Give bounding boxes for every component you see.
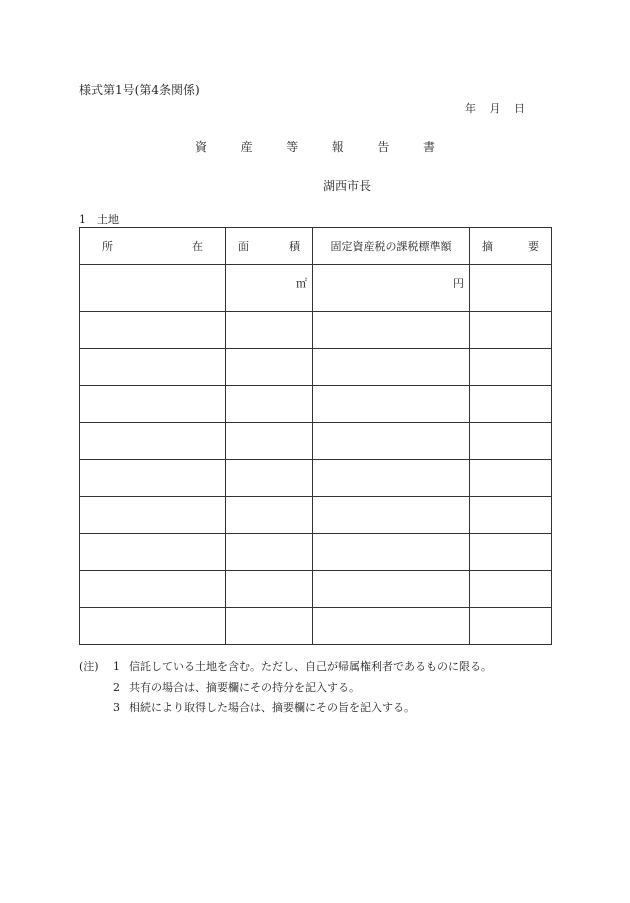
table-row [80, 571, 552, 608]
notes [79, 657, 492, 719]
date-line: 年 月 日 [465, 102, 525, 115]
note-item [79, 698, 492, 719]
section-heading: 1 土地 [79, 213, 119, 226]
area-cell[interactable] [226, 534, 313, 571]
tax-base-cell[interactable] [313, 386, 470, 423]
location-cell[interactable] [80, 312, 226, 349]
title-char: 資 [195, 140, 208, 154]
title-char: 書 [422, 140, 435, 154]
tax-base-cell[interactable] [313, 460, 470, 497]
tax-base-cell[interactable] [313, 349, 470, 386]
tax-base-cell[interactable] [313, 534, 470, 571]
area-cell[interactable] [226, 265, 313, 312]
table-row [80, 608, 552, 645]
area-cell[interactable] [226, 497, 313, 534]
tax-base-cell[interactable] [313, 265, 470, 312]
title-char: 報 [331, 140, 344, 154]
note-number: 2 [113, 680, 120, 694]
area-cell[interactable] [226, 423, 313, 460]
area-unit: ㎡ [296, 277, 307, 290]
note-text: 信託している土地を含む。ただし、自己が帰属権利者であるものに限る。 [129, 660, 492, 673]
tax-base-cell[interactable] [313, 423, 470, 460]
form-number-label: 様式第1号(第4条関係) [79, 83, 200, 97]
area-cell[interactable] [226, 312, 313, 349]
location-cell[interactable] [80, 608, 226, 645]
document-title [195, 138, 435, 155]
note-item [79, 678, 492, 699]
remarks-cell[interactable] [470, 349, 552, 386]
location-cell[interactable] [80, 386, 226, 423]
land-table [79, 227, 552, 645]
table-row [80, 349, 552, 386]
title-char: 等 [286, 140, 299, 154]
tax-base-cell[interactable] [313, 497, 470, 534]
title-char: 告 [377, 140, 390, 154]
notes-label: (注) [79, 660, 99, 673]
location-cell[interactable] [80, 423, 226, 460]
remarks-cell[interactable] [470, 608, 552, 645]
location-cell[interactable] [80, 460, 226, 497]
table-row [80, 265, 552, 312]
remarks-cell[interactable] [470, 571, 552, 608]
header-tax-base: 固定資産税の課税標準額 [313, 228, 470, 265]
area-cell[interactable] [226, 571, 313, 608]
location-cell[interactable] [80, 571, 226, 608]
table-row [80, 423, 552, 460]
area-cell[interactable] [226, 608, 313, 645]
tax-base-cell[interactable] [313, 571, 470, 608]
table-row [80, 534, 552, 571]
location-cell[interactable] [80, 534, 226, 571]
location-cell[interactable] [80, 265, 226, 312]
title-char: 産 [240, 140, 253, 154]
location-cell[interactable] [80, 497, 226, 534]
note-text: 相続により取得した場合は、摘要欄にその旨を記入する。 [129, 701, 415, 714]
header-remarks: 摘 要 [470, 228, 552, 265]
remarks-cell[interactable] [470, 460, 552, 497]
table-row [80, 312, 552, 349]
remarks-cell[interactable] [470, 534, 552, 571]
header-area: 面 積 [226, 228, 313, 265]
table-header-row [80, 228, 552, 265]
area-cell[interactable] [226, 460, 313, 497]
remarks-cell[interactable] [470, 497, 552, 534]
remarks-cell[interactable] [470, 386, 552, 423]
header-location: 所 在 [80, 228, 226, 265]
yen-unit: 円 [453, 277, 464, 290]
addressee: 湖西市長 [323, 179, 372, 193]
tax-base-cell[interactable] [313, 608, 470, 645]
tax-base-cell[interactable] [313, 312, 470, 349]
area-cell[interactable] [226, 349, 313, 386]
note-text: 共有の場合は、摘要欄にその持分を記入する。 [129, 680, 360, 694]
remarks-cell[interactable] [470, 312, 552, 349]
table-row [80, 386, 552, 423]
remarks-cell[interactable] [470, 423, 552, 460]
location-cell[interactable] [80, 349, 226, 386]
note-number: 1 [113, 660, 120, 673]
note-number: 3 [113, 701, 120, 714]
note-item [79, 657, 492, 678]
area-cell[interactable] [226, 386, 313, 423]
table-row [80, 460, 552, 497]
table-row [80, 497, 552, 534]
remarks-cell[interactable] [470, 265, 552, 312]
